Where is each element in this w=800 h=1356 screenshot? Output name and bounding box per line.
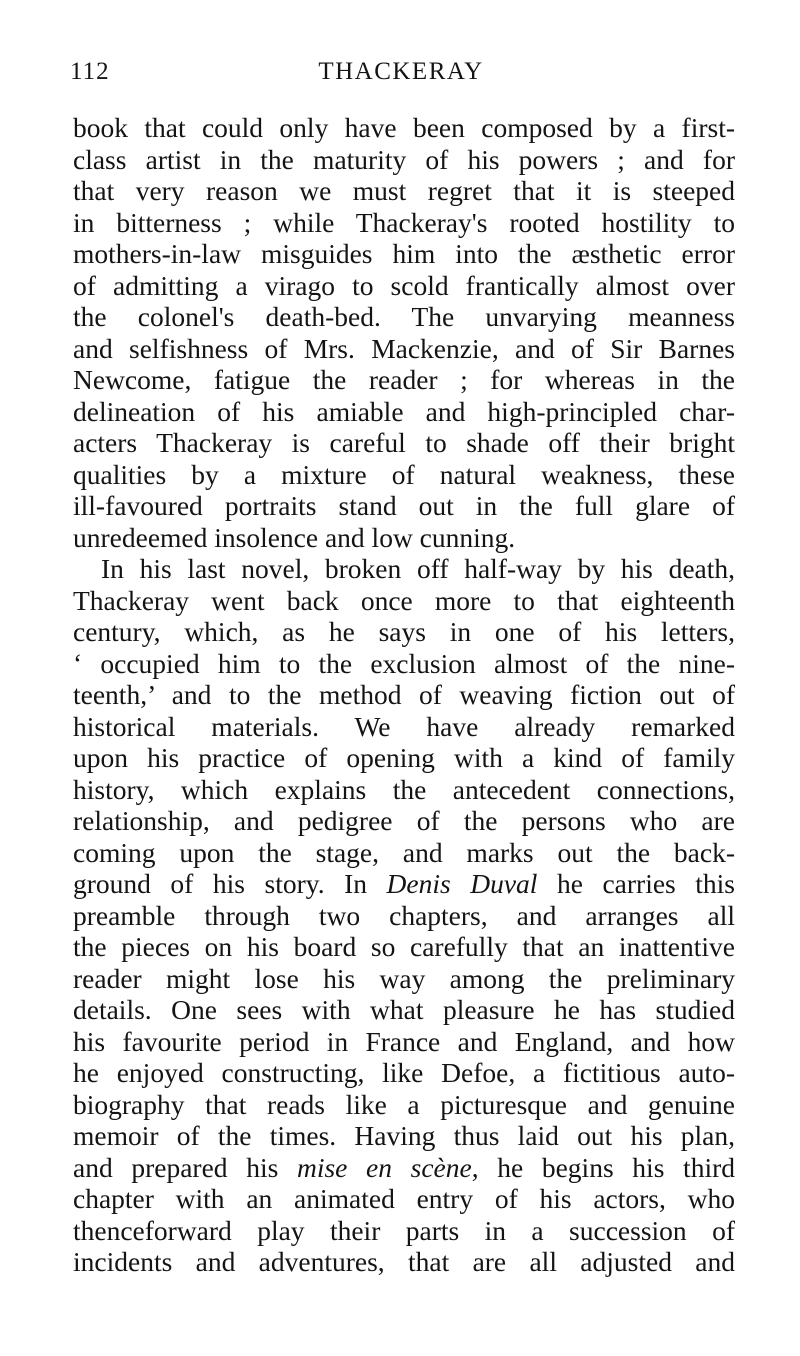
text-segment: ground of his story. In: [73, 868, 387, 899]
text-line: delineation of his amiable and high-principled char-: [73, 395, 735, 427]
paragraph-1: [73, 112, 735, 553]
text-segment: and prepared his: [73, 1151, 297, 1183]
text-line: [73, 868, 735, 900]
running-head: THACKERAY: [318, 58, 484, 85]
text-line: unredeemed insolence and low cunning.: [73, 521, 516, 553]
text-line: class artist in the maturity of his powers ; and for: [73, 143, 735, 175]
text-line: Newcome, fatigue the reader ; for whereas in the: [73, 364, 735, 395]
text-line: his favourite period in France and England, and how: [73, 1025, 735, 1057]
text-line: incidents and adventures, that are all adjusted and: [73, 1246, 735, 1277]
text-line: details. One sees with what pleasure he has studied: [73, 994, 735, 1025]
text-line: that very reason we must regret that it is steeped: [73, 175, 735, 206]
text-line: the colonel's death-bed. The unvarying meanness: [73, 301, 735, 332]
paragraph-2: [73, 553, 735, 1278]
text-segment: he carries this: [537, 868, 736, 899]
text-line: and selfishness of Mrs. Mackenzie, and of Sir Barnes: [73, 332, 735, 364]
text-line: qualities by a mixture of natural weakness, these: [73, 458, 735, 490]
text-line: chapter with an animated entry of his actors, who: [73, 1183, 735, 1214]
text-line: mothers-in-law misguides him into the æsthetic error: [73, 238, 735, 269]
body-text: [73, 112, 735, 1278]
text-line: biography that reads like a picturesque and genuine: [73, 1088, 735, 1120]
text-line: ‘ occupied him to the exclusion almost of the nine-: [73, 647, 735, 679]
text-line: reader might lose his way among the preliminary: [73, 962, 735, 994]
text-line: Thackeray went back once more to that eighteenth: [73, 584, 735, 616]
text-line: ill-favoured portraits stand out in the full glare of: [73, 490, 735, 521]
text-line: thenceforward play their parts in a succession of: [73, 1214, 735, 1246]
text-line: of admitting a virago to scold frantically almost over: [73, 269, 735, 301]
text-line: In his last novel, broken off half-way by his death,: [101, 553, 735, 584]
foreign-phrase: mise en scène: [296, 1151, 472, 1183]
text-line: relationship, and pedigree of the persons who are: [73, 805, 735, 836]
text-line: the pieces on his board so carefully that an inattentive: [73, 931, 735, 962]
text-line: book that could only have been composed by a first-: [73, 112, 735, 143]
text-line: teenth,’ and to the method of weaving fiction out of: [73, 679, 735, 710]
book-title: Denis Duval: [386, 868, 538, 899]
text-segment: , he begins his third: [471, 1151, 735, 1183]
page-header: [70, 58, 732, 92]
page-number: 112: [70, 58, 110, 85]
text-line: memoir of the times. Having thus laid out his plan,: [73, 1120, 735, 1151]
text-line: historical materials. We have already remarked: [73, 710, 735, 742]
text-line: [73, 1152, 735, 1184]
text-line: preamble through two chapters, and arranges all: [73, 899, 735, 931]
text-line: coming upon the stage, and marks out the back-: [73, 836, 735, 868]
text-line: history, which explains the antecedent connections,: [73, 773, 735, 805]
text-line: he enjoyed constructing, like Defoe, a fictitious auto-: [73, 1057, 735, 1088]
text-line: upon his practice of opening with a kind of family: [73, 742, 735, 773]
text-line: century, which, as he says in one of his letters,: [73, 616, 735, 647]
text-line: acters Thackeray is careful to shade off their bright: [73, 427, 735, 458]
text-line: in bitterness ; while Thackeray's rooted hostility to: [73, 206, 735, 238]
